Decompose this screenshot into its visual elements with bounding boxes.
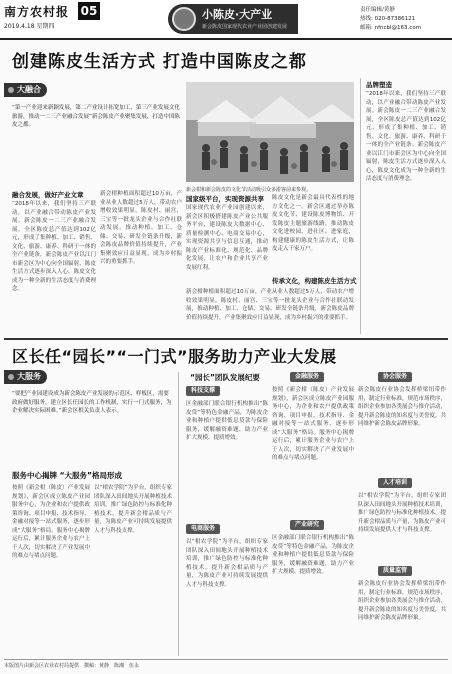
story2-tag-label: 大服务 bbox=[17, 372, 41, 381]
col-tag-1: 科技支撑 bbox=[186, 386, 220, 396]
story1-tag bbox=[4, 83, 47, 97]
section-subtitle: 新会陈皮国家现代农业产业园创建发展 bbox=[202, 24, 288, 30]
story2-body-col2: 以“柑农学院”为平台，组织专家团队深入田间地头开展种植技术培训，推广绿色防控与标准化种植技术，提升新会柑品质与产量，为陈皮产业可持续发展提供人才与科技支撑。 bbox=[94, 485, 172, 534]
story1-body-col4-cont: 新会柑种植面积超过10万亩，产业从业人数超过5万人，带动农户增收效果明显。陈皮村、丽宫、三宝等一批龙头企业与合作社联动发展，推动种植、加工、仓储、交易、研发全链条升级，新会陈皮品牌价值持续提升，产业集聚效应日益显现，成为乡村振兴的重要抓手。 bbox=[186, 289, 354, 321]
story1-body-col2: 新会柑种植面积超过10万亩，产业从业人数超过5万人，带动农户增收效果明显。陈皮村、丽宫、三宝等一批龙头企业与合作社联动发展，推动种植、加工、仓储、交易、研发全链条升级，新会陈皮品牌价值持续提升，产业集聚效应日益显现，成为乡村振兴的重要抓手。 bbox=[100, 191, 182, 265]
story1-lead: “第一产业迎来新颖发展，第二产业设计拓宽加工，第三产业发展文化旅游，推动一二三产业融合发展”新会陈皮产业聚集发展，打造中国陈皮之都。 bbox=[12, 105, 180, 128]
editor-info bbox=[360, 6, 421, 33]
col-tag-4: 人才培训 bbox=[378, 478, 412, 488]
story2-body-col4: 按照《新会柑（陈皮）产业发展规划》，新会区成立陈皮产业园服务中心，为企业和农户提供政策咨询、项目申报、技术指导、金融对接等一站式服务，逐步形成“大服务”格局。服务中心揭牌运行后，累计服务企业与农户上千人次，切实解决了产业发展中的难点与堵点问题。 bbox=[272, 387, 354, 461]
footer-credit: 本版图片由新会区农业农村局提供 撰稿：黄静 陈湘 伍永 bbox=[4, 663, 140, 669]
story1-headline: 创建陈皮生活方式 打造中国陈皮之都 bbox=[12, 52, 307, 72]
story-divider bbox=[4, 338, 448, 340]
masthead-divider bbox=[0, 38, 452, 40]
story1-tag-label: 大融合 bbox=[17, 85, 41, 94]
section-title: 小陈皮·大产业 bbox=[202, 8, 273, 21]
editor-line: 责任编辑/黄静 bbox=[360, 7, 395, 13]
bullet-icon bbox=[8, 374, 14, 380]
festival-photo bbox=[186, 82, 354, 182]
bullet-icon bbox=[8, 87, 14, 93]
team-summary-head: “园长”团队发展纪要 bbox=[190, 373, 260, 382]
story1-subhead-mid-2: 传承文化，构建陈皮生活方式 bbox=[272, 277, 357, 285]
story2-body-col1: 按照《新会柑（陈皮）产业发展规划》，新会区成立陈皮产业园服务中心，为企业和农户提供政策咨询、项目申报、技术指导、金融对接等一站式服务，逐步形成“大服务”格局。服务中心揭牌运行后，累计服务企业与农户上千人次，切实解决了产业发展中的难点与堵点问题。 bbox=[12, 485, 90, 559]
story2-body-col5c: 新会陈皮行业协会发挥桥梁纽带作用，制定行业标准，规范市场秩序，组织企业参加各类展会与推介活动，提升新会陈皮的知名度与美誉度，共同维护新会陈皮品牌形象。 bbox=[358, 581, 446, 621]
hotline-line: 热线: 020-87386121 bbox=[360, 16, 416, 22]
col-tag-7: 质量监管 bbox=[378, 566, 412, 576]
story1-subhead-left: 融合发展，做好产业文章 bbox=[12, 191, 84, 199]
story2-tag bbox=[4, 370, 47, 384]
story1-body-right: “2018年以来，我们坚持三产联动，以产业融合带动陈皮产业发展。新会陈皮一二三产业融合发展，全区陈皮总产值达到102亿元，形成了集种植、加工、销售、文化、旅游、康养、科研于一体的全产业链条。新会陈皮产业以江门市新会区为中心向全国辐射，陈皮生活方式逐步深入人心，陈皮文化成为一种全新的生活态度与消费理念。 bbox=[366, 91, 446, 182]
section-banner bbox=[168, 4, 298, 34]
story2-body-col5: 新会陈皮行业协会发挥桥梁纽带作用，制定行业标准，规范市场秩序，组织企业参加各类展会与推介活动，提升新会陈皮的知名度与美誉度，共同维护新会陈皮品牌形象。 bbox=[358, 387, 446, 427]
emblem-icon bbox=[172, 7, 196, 31]
story2-subhead-left: 服务中心揭牌 “大服务”格局形成 bbox=[12, 471, 122, 480]
issue-date: 2019.4.18 星期四 bbox=[4, 23, 55, 30]
story2-headline: 区长任“园长”“一门式”服务助力产业大发展 bbox=[12, 347, 337, 366]
column-divider bbox=[360, 78, 361, 334]
story2-lead: “要把产业园建设成为新会陈皮产业发展的示范区、样板区，需要政府做好服务，建立区长任园长的工作机制，实行一门式服务，为企业解决实际困难。”新会区相关负责人表示。 bbox=[12, 391, 172, 414]
col-tag-3: 协会服务 bbox=[378, 372, 412, 382]
footer-rule bbox=[4, 659, 448, 660]
story1-subhead-right: 品牌塑造 bbox=[366, 81, 392, 89]
col-tag-5: 产业研究 bbox=[290, 520, 324, 530]
story1-photo bbox=[186, 82, 354, 182]
col-tag-6: 电商服务 bbox=[186, 524, 220, 534]
story2-body-col3b: 以“柑农学院”为平台，组织专家团队深入田间地头开展种植技术培训，推广绿色防控与标准化种植技术，提升新会柑品质与产量，为陈皮产业可持续发展提供人才与科技支撑。 bbox=[186, 539, 268, 588]
story1-body-col1: “2018年以来，我们坚持三产联动，以产业融合带动陈皮产业发展。新会陈皮一二三产业融合发展，全区陈皮总产值达到102亿元，形成了集种植、加工、销售、文化、旅游、康养、科研于一体的全产业链条。新会陈皮产业以江门市新会区为中心向全国辐射，陈皮生活方式逐步深入人心，陈皮文化成为一种全新的生活态度与消费理念。 bbox=[12, 201, 96, 292]
masthead bbox=[0, 0, 452, 38]
story2-body-col3: 区金融部门联合银行机构推出“陈皮贷”等特色金融产品，为陈皮企业和种植户提供低息贷款与保险服务，缓解融资难题，助力产业扩大规模、提质增效。 bbox=[186, 401, 268, 441]
col-tag-2: 金融服务 bbox=[290, 372, 324, 382]
story1-body-col4: 陈皮文化是新会最具代表性的地方文化之一。新会区通过举办陈皮文化节、建设陈皮博物馆、开发陈皮主题旅游线路，推动陈皮文化进校园、进社区、进家庭，构建健康的陈皮生活方式，让陈皮走入千家万户。 bbox=[272, 195, 354, 252]
story2-body-col4b: 区金融部门联合银行机构推出“陈皮贷”等特色金融产品，为陈皮企业和种植户提供低息贷款与保险服务，缓解融资难题，助力产业扩大规模、提质增效。 bbox=[272, 535, 354, 575]
column-divider bbox=[178, 372, 179, 656]
story1-subhead-mid-1: 国家级平台，实现资源共享 bbox=[186, 195, 264, 203]
newspaper-logo: 南方农村报 bbox=[4, 5, 70, 19]
photo-caption: 新会柑和新会陈皮的文化节活动吸引众多游客前来参观。 bbox=[186, 187, 312, 193]
story2-body-col5b: 以“柑农学院”为平台，组织专家团队深入田间地头开展种植技术培训，推广绿色防控与标准化种植技术，提升新会柑品质与产量，为陈皮产业可持续发展提供人才与科技支撑。 bbox=[358, 493, 446, 533]
page-number: 05 bbox=[78, 2, 100, 20]
email-line: 邮箱: nfncbl@163.com bbox=[360, 25, 422, 31]
story1-body-col3: 国家现代农业产业园创建以来，新会区积极搭建陈皮产业公共服务平台，建设陈皮大数据中心、质量检测中心、电商交易中心，实现资源共享与信息互通，推动陈皮产业标准化、规范化、品牌化发展，让农户和企业共享产业发展红利。 bbox=[186, 205, 268, 271]
